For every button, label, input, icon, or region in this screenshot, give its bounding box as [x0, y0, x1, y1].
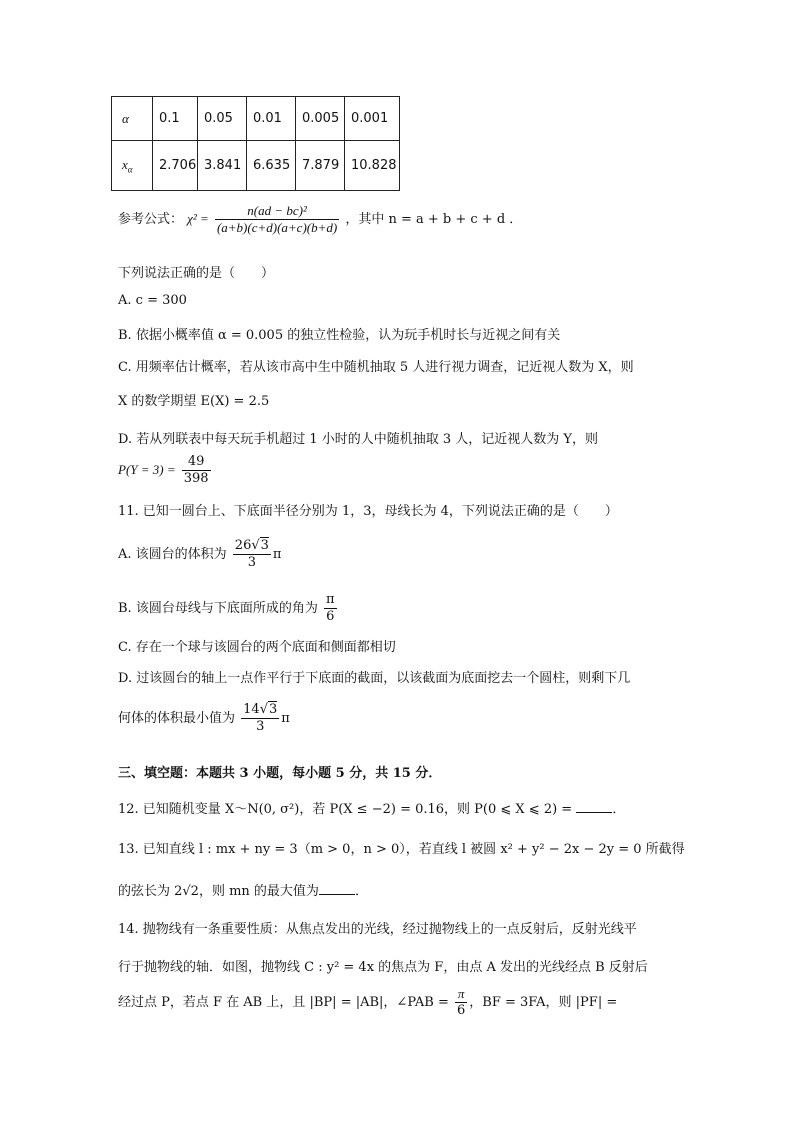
table-cell: 0.005 [296, 97, 345, 141]
table-cell: 0.1 [153, 97, 198, 141]
table-cell: 0.001 [345, 97, 400, 141]
q11-option-d-cont: 何体的体积最小值为 $\frac{14√3}{3}$ π [118, 702, 290, 734]
q11-option-d: D. 过该圆台的轴上一点作平行于下底面的截面，以该截面为底面挖去一个圆柱，则剩下几 [118, 671, 631, 686]
table-cell: 2.706 [153, 141, 198, 191]
q10-option-b: B. 依据小概率值 α = 0.005 的独立性检验，认为玩手机时长与近视之间有关 [118, 328, 561, 343]
table-cell: 0.01 [247, 97, 296, 141]
formula-fraction: $\frac{\text{n(ad − bc)²}}{(a+b)(c+d)(a+c)(b+d)}$ [216, 203, 338, 235]
table-row [112, 97, 400, 141]
answer-blank [576, 800, 612, 813]
critical-value-table [111, 96, 400, 191]
answer-blank [319, 882, 355, 895]
q14-cont-2: 经过点 P，若点 F 在 AB 上，且 |BP| = |AB|，∠PAB = $\frac{\pi}{6}$ ，BF = 3FA，则 |PF| = [118, 986, 618, 1018]
q11-stem: 11. 已知一圆台上、下底面半径分别为 1，3，母线长为 4，下列说法正确的是（ ） [118, 504, 618, 519]
table-cell: 6.635 [247, 141, 296, 191]
q10-option-d-cont: P(Y = 3) = $\frac{49}{398}$ [118, 454, 209, 486]
q10-option-c: C. 用频率估计概率，若从该市高中生中随机抽取 5 人进行视力调查，记近视人数为 X，则 [118, 360, 634, 375]
q13: 13. 已知直线 l : mx + ny = 3（m > 0，n > 0），若直线 l 被圆 x² + y² − 2x − 2y = 0 所截得 [118, 842, 685, 857]
section-heading: 三、填空题：本题共 3 小题，每小题 5 分，共 15 分． [118, 766, 442, 781]
table-cell: 0.05 [198, 97, 247, 141]
q13-cont: 的弦长为 2√2，则 mn 的最大值为 ． [118, 884, 368, 899]
q12: 12. 已知随机变量 X～N(0, σ²)，若 P(X ≤ −2) = 0.16，则 P(0 ⩽ X ⩽ 2) = ． [118, 802, 626, 817]
q10-prompt: 下列说法正确的是（ ） [118, 266, 275, 281]
q10-option-c-cont: X 的数学期望 E(X) = 2.5 [118, 394, 270, 409]
q10-option-a: A. c = 300 [118, 293, 187, 308]
table-header-cell: $x_\alpha$ [112, 141, 153, 191]
q11-option-b: B. 该圆台母线与下底面所成的角为 $\frac{\pi}{6}$ [118, 592, 335, 624]
table-cell: 7.879 [296, 141, 345, 191]
table-cell: 3.841 [198, 141, 247, 191]
q14-cont-1: 行于抛物线的轴．如图，抛物线 C : y² = 4x 的焦点为 F，由点 A 发出的光线经点 B 反射后 [118, 960, 648, 975]
table-header-cell: α [112, 97, 153, 141]
q11-option-c: C. 存在一个球与该圆台的两个底面和侧面都相切 [118, 640, 396, 655]
q11-option-a: A. 该圆台的体积为 $\frac{26√3}{3}$ π [118, 538, 282, 570]
q10-option-d: D. 若从列联表中每天玩手机超过 1 小时的人中随机抽取 3 人，记近视人数为 Y，则 [118, 432, 599, 447]
table-cell: 10.828 [345, 141, 400, 191]
q14: 14. 抛物线有一条重要性质：从焦点发出的光线，经过抛物线上的一点反射后，反射光线平 [118, 922, 637, 937]
reference-formula: 参考公式： χ² = $\frac{\text{n(ad − bc)²}}{(a+b)(c+d)(a+c)(b+d)}$ ，其中 n = a + b + c + d ． [118, 203, 523, 235]
table-row [112, 141, 400, 191]
